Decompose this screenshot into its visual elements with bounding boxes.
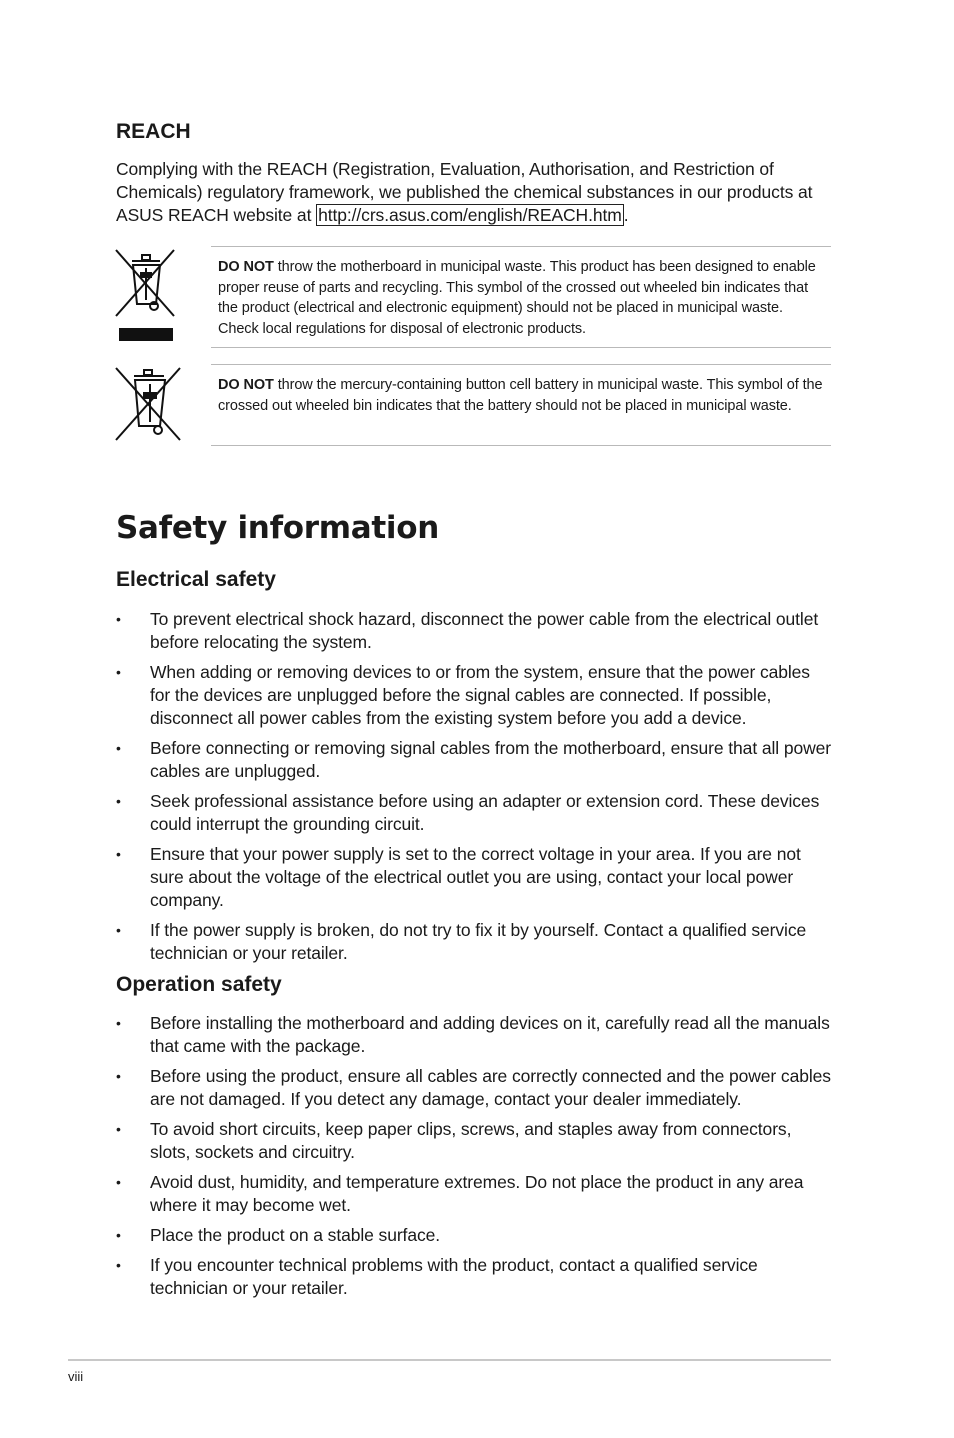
electrical-safety-list — [116, 608, 834, 972]
notice-bold: DO NOT — [218, 259, 274, 275]
notice-text-battery — [218, 375, 826, 416]
reach-website-link[interactable]: http://crs.asus.com/english/REACH.htm — [318, 205, 622, 225]
notice-divider — [211, 246, 831, 247]
reach-text-end: . — [623, 205, 629, 225]
list-item: • If the power supply is broken, do not try to fix it by yourself. Contact a qualified service technician or your retailer. — [116, 919, 834, 965]
notice-text-motherboard — [218, 257, 826, 339]
notice-bold: DO NOT — [218, 377, 274, 393]
bin-bar-icon — [119, 328, 173, 341]
safety-information-title: Safety information — [116, 510, 439, 546]
list-item: • To avoid short circuits, keep paper clips, screws, and staples away from connectors, slots, sockets and circuitry. — [116, 1118, 834, 1164]
list-item: • Before using the product, ensure all cables are correctly connected and the power cables are not damaged. If you detect any damage, contact your dealer immediately. — [116, 1065, 834, 1111]
page-number: viii — [68, 1369, 84, 1384]
footer-divider — [68, 1359, 831, 1361]
notice-divider — [211, 364, 831, 365]
crossed-out-wheeled-bin-hg-icon — [112, 364, 186, 444]
list-item: • Before installing the motherboard and adding devices on it, carefully read all the manuals that came with the package. — [116, 1012, 834, 1058]
notice-body: throw the mercury-containing button cell battery in municipal waste. This symbol of the crossed out wheeled bin indicates that the battery should not be placed in municipal waste. — [218, 377, 823, 414]
electrical-safety-heading: Electrical safety — [116, 568, 276, 591]
notice-divider — [211, 445, 831, 446]
list-item: • When adding or removing devices to or from the system, ensure that the power cables for the devices are unplugged before the signal cables are connected. If possible, disconnect all power cables from the existing system before you add a device. — [116, 661, 834, 730]
operation-safety-list — [116, 1012, 834, 1307]
reach-text: Complying with the REACH (Registration, Evaluation, Authorisation, and Restriction of Chemicals) regulatory framework, we published the chemical substances in our products at ASUS REACH website at — [116, 159, 813, 225]
list-item: • Avoid dust, humidity, and temperature extremes. Do not place the product in any area where it may become wet. — [116, 1171, 834, 1217]
reach-paragraph — [116, 158, 836, 227]
list-item: • Before connecting or removing signal cables from the motherboard, ensure that all power cables are unplugged. — [116, 737, 834, 783]
notice-body: throw the motherboard in municipal waste. This product has been designed to enable proper reuse of parts and recycling. This symbol of the crossed out wheeled bin indicates that the product (electrical and electronic equipment) should not be placed in municipal waste. Check local regulations for disposal of electronic products. — [218, 259, 816, 337]
list-item: • To prevent electrical shock hazard, disconnect the power cable from the electrical outlet before relocating the system. — [116, 608, 834, 654]
list-item: • Seek professional assistance before using an adapter or extension cord. These devices could interrupt the grounding circuit. — [116, 790, 834, 836]
reach-heading: REACH — [116, 120, 191, 143]
list-item: • If you encounter technical problems with the product, contact a qualified service technician or your retailer. — [116, 1254, 834, 1300]
list-item: • Place the product on a stable surface. — [116, 1224, 834, 1247]
operation-safety-heading: Operation safety — [116, 973, 282, 996]
notice-divider — [211, 347, 831, 348]
list-item: • Ensure that your power supply is set to the correct voltage in your area. If you are not sure about the voltage of the electrical outlet you are using, contact your local power company. — [116, 843, 834, 912]
crossed-out-wheeled-bin-icon — [112, 246, 178, 326]
